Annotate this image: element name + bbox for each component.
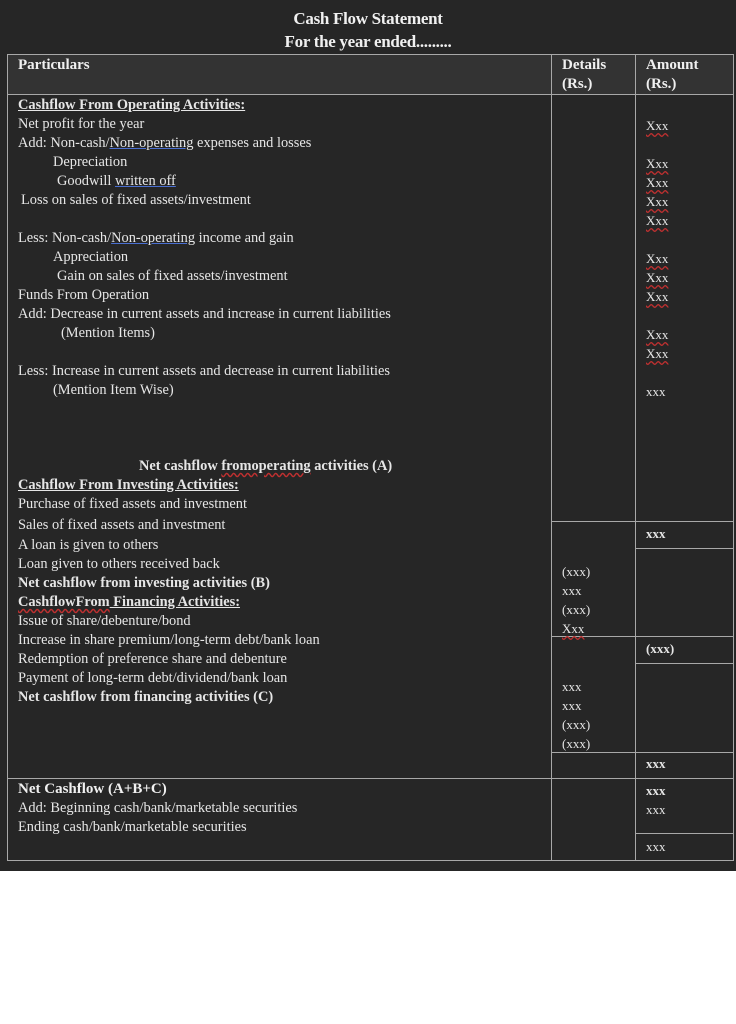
amount-beginning-cash: xxx — [646, 802, 666, 817]
detail-sales: xxx — [562, 583, 582, 598]
net-profit-label: Net profit for the year — [18, 116, 145, 132]
column-header-details: Details — [562, 57, 607, 73]
ending-amount-divider — [635, 833, 734, 834]
page-title: Cash Flow Statement — [293, 9, 443, 28]
page-subtitle: For the year ended......... — [284, 32, 452, 51]
financing-heading-spelling-mark: CashflowFrom — [18, 594, 110, 610]
add-noncash-grammar-mark: Non-operating — [109, 135, 194, 151]
detail-increase: xxx — [562, 698, 582, 713]
amount-mention-items: Xxx — [646, 327, 669, 342]
add-noncash-label — [18, 134, 311, 153]
beginning-cash-label: Add: Beginning cash/bank/marketable securities — [18, 800, 298, 816]
detail-loan-given: (xxx) — [562, 602, 591, 617]
less-noncash-prefix: Less: Non-cash/ — [18, 230, 112, 246]
amount-net-cashflow: xxx — [646, 783, 666, 798]
funds-from-operation-label: Funds From Operation — [18, 287, 150, 303]
amount-goodwill: Xxx — [646, 175, 669, 190]
amount-mention-items-2: Xxx — [646, 346, 669, 361]
amount-gain-on-sales: Xxx — [646, 270, 669, 285]
ending-cash-label: Ending cash/bank/marketable securities — [18, 819, 247, 835]
investing-item-purchase: Purchase of fixed assets and investment — [18, 496, 247, 512]
table-border-left — [7, 54, 8, 861]
table-border-bottom — [7, 860, 734, 861]
financing-item-issue: Issue of share/debenture/bond — [18, 613, 191, 629]
amount-net-profit: Xxx — [646, 118, 669, 133]
financing-heading-rest: Financing Activities: — [109, 594, 240, 610]
gain-on-sales-label: Gain on sales of fixed assets/investment — [57, 268, 288, 284]
detail-redemption: (xxx) — [562, 717, 591, 732]
investing-amount-divider — [635, 663, 734, 664]
goodwill-label — [57, 172, 176, 191]
amount-loss-on-sales: Xxx — [646, 194, 669, 209]
net-operating-label — [139, 457, 392, 476]
amount-net-financing: xxx — [646, 756, 666, 771]
column-header-amount: Amount — [646, 57, 699, 73]
amount-appreciation: Xxx — [646, 251, 669, 266]
less-noncash-suffix: income and gain — [195, 230, 294, 246]
less-noncash-label — [18, 229, 294, 248]
financing-item-increase: Increase in share premium/long-term debt/bank loan — [18, 632, 320, 648]
column-divider-details — [551, 54, 552, 861]
less-noncash-grammar-mark: Non-operating — [111, 230, 196, 246]
summary-divider — [7, 778, 734, 779]
column-header-details-unit: (Rs.) — [562, 76, 593, 92]
header-divider — [7, 94, 734, 95]
amount-mention-item-wise: xxx — [646, 384, 666, 399]
operating-heading: Cashflow From Operating Activities: — [18, 97, 246, 113]
loss-on-sales-label: Loss on sales of fixed assets/investment — [21, 192, 251, 208]
mention-items-label: (Mention Items) — [61, 325, 155, 341]
detail-issue: xxx — [562, 679, 582, 694]
table-border-right — [733, 54, 734, 861]
investing-heading: Cashflow From Investing Activities: — [18, 477, 239, 493]
table-border-top — [7, 54, 734, 55]
financing-item-payment: Payment of long-term debt/dividend/bank loan — [18, 670, 288, 686]
goodwill-grammar-mark: written off — [114, 173, 176, 189]
goodwill-prefix: Goodwill — [57, 173, 115, 189]
net-operating-spelling-mark: fromoperating — [221, 458, 311, 474]
amount-funds-from-operation: Xxx — [646, 289, 669, 304]
amount-ending-cash: xxx — [646, 839, 666, 854]
financing-item-redemption: Redemption of preference share and debenture — [18, 651, 287, 667]
investing-item-loan-given: A loan is given to others — [18, 537, 159, 553]
investing-item-loan-received: Loan given to others received back — [18, 556, 220, 572]
appreciation-label: Appreciation — [53, 249, 129, 265]
detail-loan-received: Xxx — [562, 621, 585, 636]
investing-top-divider — [551, 521, 734, 522]
column-divider-amount — [635, 54, 636, 861]
add-noncash-suffix: expenses and losses — [193, 135, 312, 151]
table-header-row — [7, 54, 733, 94]
net-operating-suffix: activities (A) — [310, 458, 393, 474]
net-operating-prefix: Net cashflow — [139, 458, 222, 474]
net-cashflow-label: Net Cashflow (A+B+C) — [18, 781, 167, 797]
amount-depreciation: Xxx — [646, 156, 669, 171]
less-increase-label: Less: Increase in current assets and decrease in current liabilities — [18, 363, 390, 379]
financing-heading — [18, 593, 240, 612]
amount-net-investing: (xxx) — [646, 641, 675, 656]
depreciation-label: Depreciation — [53, 154, 128, 170]
investing-item-sales: Sales of fixed assets and investment — [18, 517, 226, 533]
add-decrease-label: Add: Decrease in current assets and increase in current liabilities — [18, 306, 391, 322]
amount-subtotal-add: Xxx — [646, 213, 669, 228]
net-investing-label: Net cashflow from investing activities (B) — [18, 575, 270, 591]
detail-purchase: (xxx) — [562, 564, 591, 579]
column-header-particulars: Particulars — [18, 57, 90, 73]
net-financing-label: Net cashflow from financing activities (C) — [18, 689, 274, 705]
amount-net-operating: xxx — [646, 526, 666, 541]
mention-item-wise-label: (Mention Item Wise) — [53, 382, 174, 398]
operating-amount-divider — [635, 548, 734, 549]
detail-payment: (xxx) — [562, 736, 591, 751]
add-noncash-prefix: Add: Non-cash/ — [18, 135, 110, 151]
column-header-amount-unit: (Rs.) — [646, 76, 677, 92]
